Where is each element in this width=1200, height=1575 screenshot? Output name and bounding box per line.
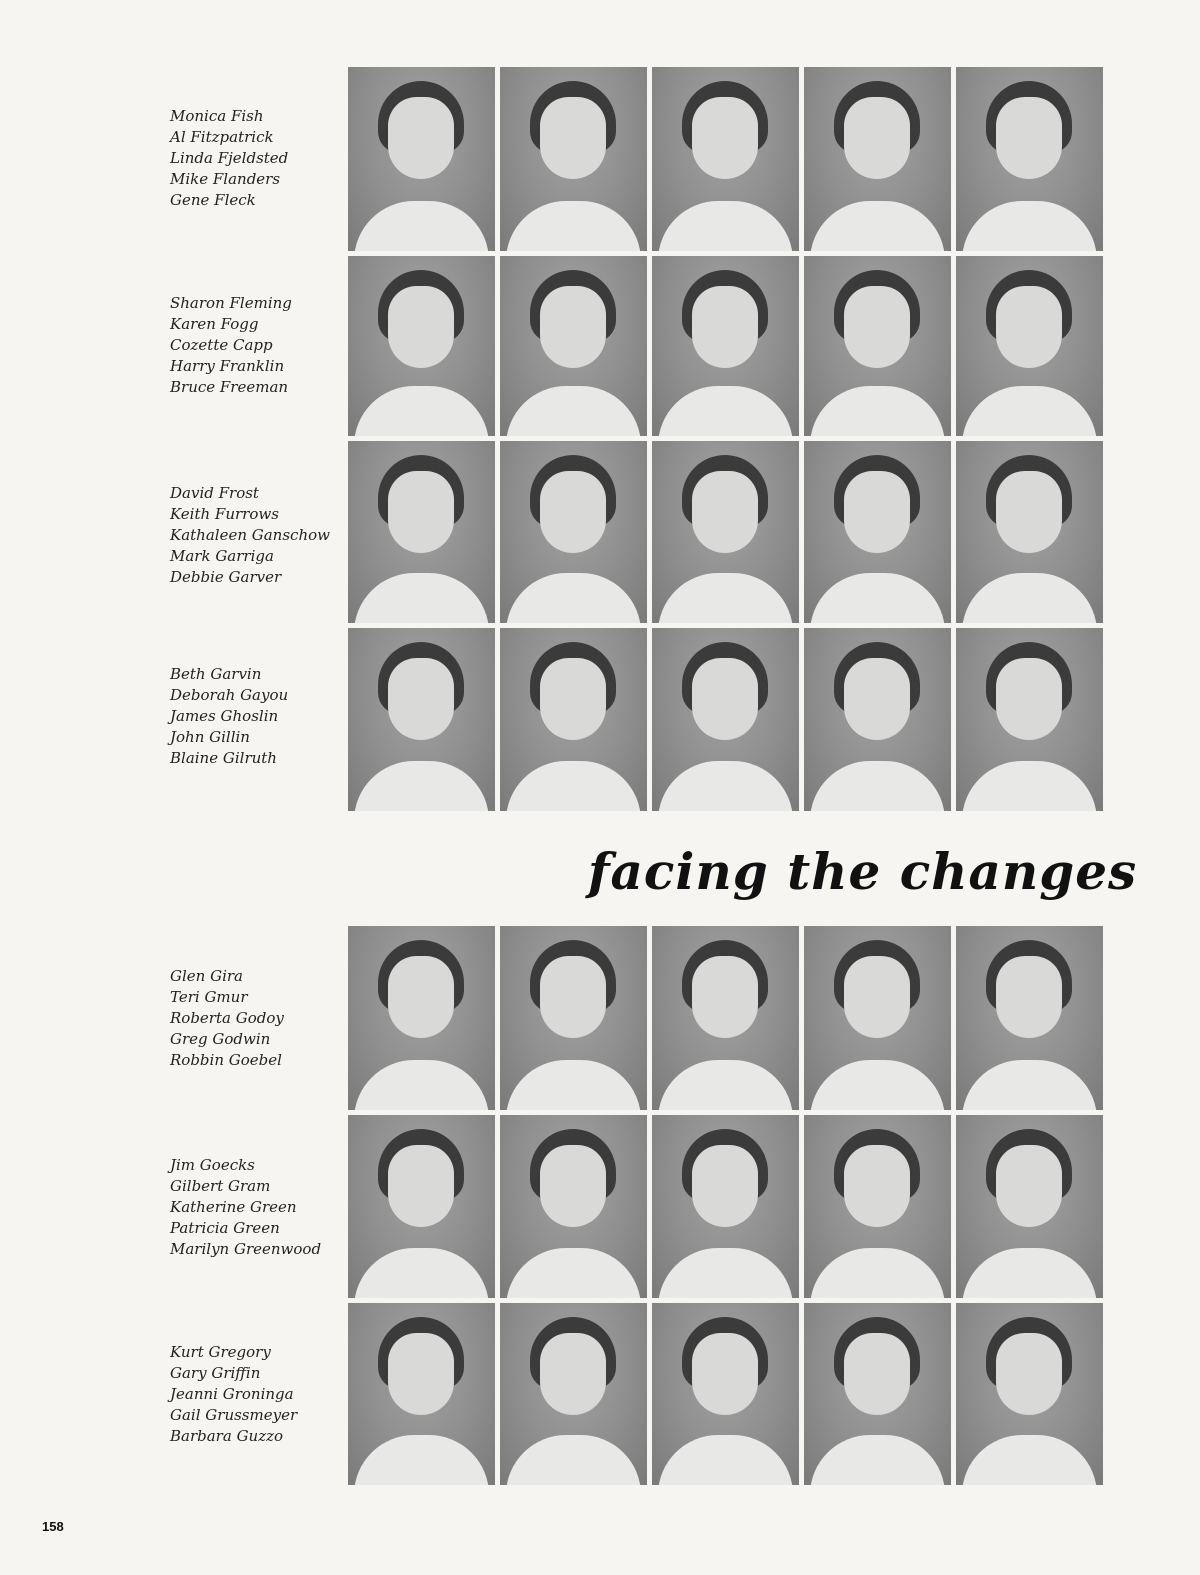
student-name: Barbara Guzzo <box>170 1427 284 1445</box>
name-list-group-4 <box>170 664 288 769</box>
student-portrait <box>348 628 495 811</box>
student-portrait <box>956 67 1103 251</box>
student-portrait <box>804 628 951 811</box>
student-portrait <box>804 926 951 1110</box>
student-name: Mark Garriga <box>170 547 274 565</box>
portrait-row-7 <box>348 1303 1103 1485</box>
portrait-row-5 <box>348 926 1103 1110</box>
name-list-group-2 <box>170 293 292 398</box>
student-portrait <box>500 441 647 623</box>
student-name: Gilbert Gram <box>170 1177 271 1195</box>
student-name: Keith Furrows <box>170 505 279 523</box>
page-number: 158 <box>42 1519 64 1534</box>
student-name: John Gillin <box>170 728 250 746</box>
student-portrait <box>652 1115 799 1298</box>
student-portrait <box>804 256 951 436</box>
student-portrait <box>348 1115 495 1298</box>
page-headline: facing the changes <box>588 842 1138 901</box>
student-name: Bruce Freeman <box>170 378 289 396</box>
name-list-group-7 <box>170 1342 297 1447</box>
student-portrait <box>348 67 495 251</box>
name-list-group-3 <box>170 483 330 588</box>
student-portrait <box>348 256 495 436</box>
student-portrait <box>652 256 799 436</box>
student-name: Debbie Garver <box>170 568 282 586</box>
student-portrait <box>652 67 799 251</box>
student-name: David Frost <box>170 484 259 502</box>
student-name: Gail Grussmeyer <box>170 1406 298 1424</box>
student-name: Gary Griffin <box>170 1364 261 1382</box>
student-portrait <box>348 1303 495 1485</box>
student-portrait <box>956 1303 1103 1485</box>
student-portrait <box>500 256 647 436</box>
student-portrait <box>500 628 647 811</box>
student-portrait <box>348 441 495 623</box>
student-portrait <box>804 1115 951 1298</box>
student-name: Jeanni Groninga <box>170 1385 294 1403</box>
student-portrait <box>500 926 647 1110</box>
student-name: Sharon Fleming <box>170 294 292 312</box>
student-name: Katherine Green <box>170 1198 297 1216</box>
student-name: Patricia Green <box>170 1219 280 1237</box>
student-name: Al Fitzpatrick <box>170 128 274 146</box>
student-name: Monica Fish <box>170 107 264 125</box>
student-name: Beth Garvin <box>170 665 262 683</box>
student-name: Harry Franklin <box>170 357 285 375</box>
portrait-row-1 <box>348 67 1103 251</box>
student-portrait <box>652 441 799 623</box>
student-portrait <box>652 926 799 1110</box>
student-name: Robbin Goebel <box>170 1051 282 1069</box>
student-name: Kathaleen Ganschow <box>170 526 330 544</box>
student-portrait <box>348 926 495 1110</box>
student-name: Blaine Gilruth <box>170 749 277 767</box>
name-list-group-6 <box>170 1155 321 1260</box>
name-list-group-1 <box>170 106 288 211</box>
student-portrait <box>804 67 951 251</box>
student-name: Roberta Godoy <box>170 1009 284 1027</box>
student-portrait <box>956 256 1103 436</box>
portrait-row-3 <box>348 441 1103 623</box>
student-portrait <box>956 441 1103 623</box>
student-portrait <box>652 628 799 811</box>
student-name: Linda Fjeldsted <box>170 149 289 167</box>
student-portrait <box>500 1303 647 1485</box>
portrait-row-2 <box>348 256 1103 436</box>
student-name: James Ghoslin <box>170 707 279 725</box>
student-name: Glen Gira <box>170 967 243 985</box>
student-portrait <box>956 1115 1103 1298</box>
student-name: Karen Fogg <box>170 315 259 333</box>
student-name: Kurt Gregory <box>170 1343 271 1361</box>
student-name: Jim Goecks <box>170 1156 255 1174</box>
student-portrait <box>956 628 1103 811</box>
student-name: Mike Flanders <box>170 170 281 188</box>
name-list-group-5 <box>170 966 284 1071</box>
student-portrait <box>956 926 1103 1110</box>
student-name: Teri Gmur <box>170 988 248 1006</box>
student-name: Cozette Capp <box>170 336 273 354</box>
portrait-row-4 <box>348 628 1103 811</box>
student-name: Greg Godwin <box>170 1030 271 1048</box>
student-portrait <box>652 1303 799 1485</box>
student-name: Gene Fleck <box>170 191 256 209</box>
student-portrait <box>500 1115 647 1298</box>
portrait-row-6 <box>348 1115 1103 1298</box>
student-portrait <box>500 67 647 251</box>
student-name: Marilyn Greenwood <box>170 1240 322 1258</box>
student-name: Deborah Gayou <box>170 686 289 704</box>
student-portrait <box>804 1303 951 1485</box>
student-portrait <box>804 441 951 623</box>
